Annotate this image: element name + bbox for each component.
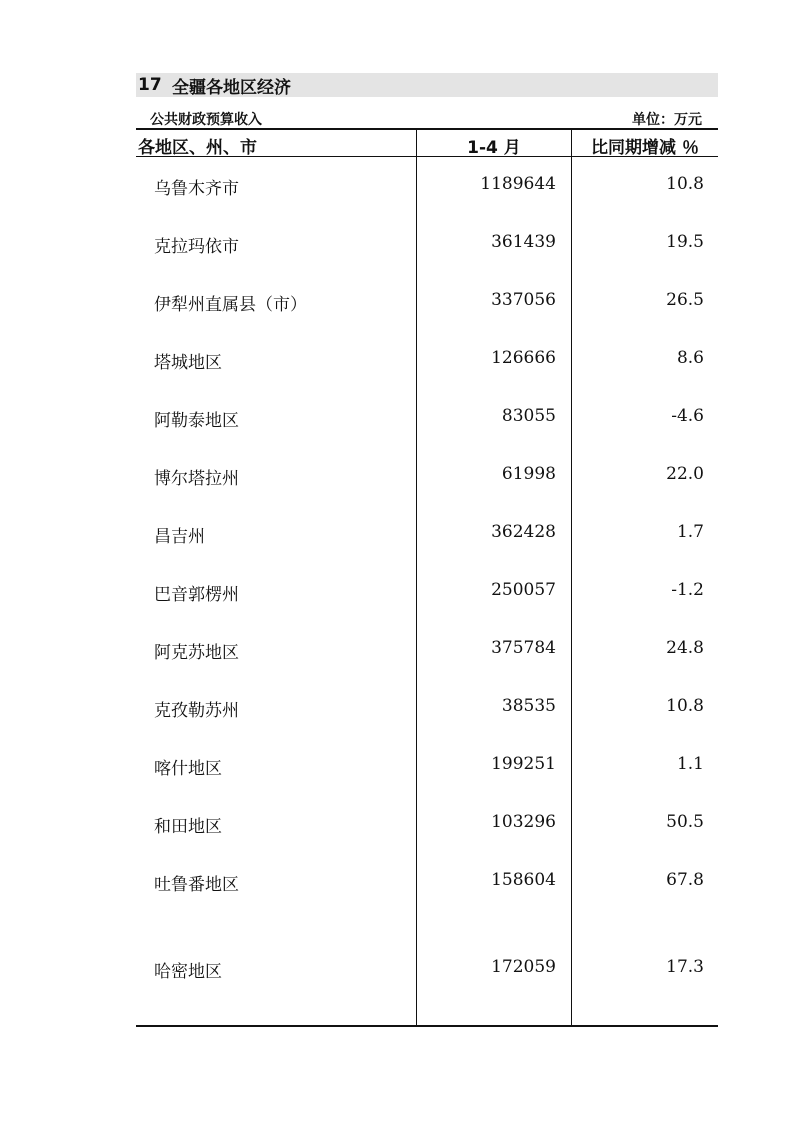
region-name: 克拉玛依市 [154,237,239,257]
table-bottom-rule [136,1025,718,1027]
table-row [136,290,718,314]
change-percent: 10.8 [666,174,704,194]
table-row [136,696,718,720]
change-percent: -4.6 [671,406,704,426]
change-percent: 50.5 [666,812,704,832]
change-percent: 19.5 [666,232,704,252]
revenue-value: 361439 [491,232,556,252]
table-row [136,580,718,604]
change-percent: 10.8 [666,696,704,716]
region-name: 吐鲁番地区 [154,875,239,895]
revenue-value: 337056 [491,290,556,310]
revenue-value: 38535 [501,696,556,716]
header-change: 比同期增减 ％ [591,138,699,158]
revenue-value: 199251 [491,754,556,774]
change-percent: 8.6 [676,348,704,368]
revenue-value: 172059 [491,957,556,977]
table-row [136,754,718,778]
region-name: 塔城地区 [154,353,222,373]
change-percent: -1.2 [671,580,704,600]
region-name: 昌吉州 [154,527,205,547]
change-percent: 24.8 [666,638,704,658]
revenue-value: 103296 [491,812,556,832]
page-title: 全疆各地区经济 [172,77,291,98]
revenue-value: 61998 [501,464,556,484]
title-bar [136,73,718,97]
revenue-value: 250057 [491,580,556,600]
region-name: 哈密地区 [154,962,222,982]
region-name: 喀什地区 [154,759,222,779]
region-name: 巴音郭楞州 [154,585,239,605]
region-name: 伊犁州直属县（市） [154,295,307,315]
region-name: 阿勒泰地区 [154,411,239,431]
revenue-value: 158604 [491,870,556,890]
table-row [136,957,718,981]
region-name: 乌鲁木齐市 [154,179,239,199]
region-name: 克孜勒苏州 [154,701,239,721]
table-row [136,638,718,662]
table-row [136,348,718,372]
revenue-value: 362428 [491,522,556,542]
table-header [136,130,718,156]
table-subtitle: 公共财政预算收入 [150,112,262,128]
change-percent: 67.8 [666,870,704,890]
table-row [136,232,718,256]
table-row [136,812,718,836]
table-row [136,522,718,546]
change-percent: 1.7 [676,522,704,542]
table-row [136,174,718,198]
section-number: 17 [138,75,162,95]
table-row [136,464,718,488]
change-percent: 1.1 [676,754,704,774]
header-region: 各地区、州、市 [138,138,257,158]
region-name: 阿克苏地区 [154,643,239,663]
revenue-value: 375784 [491,638,556,658]
unit-label: 单位：万元 [632,112,702,128]
region-name: 博尔塔拉州 [154,469,239,489]
change-percent: 26.5 [666,290,704,310]
revenue-value: 126666 [491,348,556,368]
table-row [136,870,718,894]
table-row [136,406,718,430]
region-name: 和田地区 [154,817,222,837]
header-period: 1-4 月 [467,138,521,158]
subtitle-row [136,108,718,128]
revenue-value: 1189644 [480,174,556,194]
change-percent: 22.0 [666,464,704,484]
change-percent: 17.3 [666,957,704,977]
revenue-value: 83055 [501,406,556,426]
